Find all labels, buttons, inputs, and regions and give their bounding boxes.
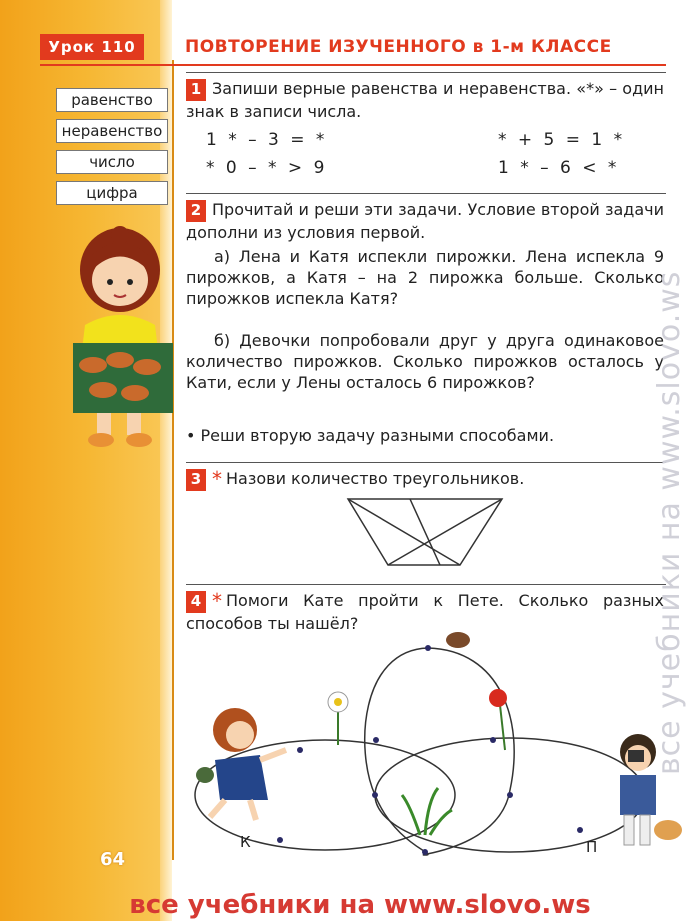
side-watermark: все учебники на www.slovo.ws: [652, 270, 687, 775]
triangles-figure: [340, 495, 510, 570]
task-number-badge: 4: [186, 591, 206, 613]
grass-icon: [402, 788, 452, 835]
header-rule: [40, 64, 666, 66]
section-rule: [186, 584, 666, 585]
margin-line: [172, 60, 174, 860]
section-rule: [186, 193, 666, 194]
girl-with-pies-illustration: [65, 225, 175, 460]
stone-icon: [446, 632, 470, 648]
vocab-list: [56, 88, 168, 212]
equation: * + 5 = 1 *: [498, 130, 626, 150]
katya-running-illustration: [190, 705, 290, 825]
task-1-text: Запиши верные равенства и неравенства. «*» – один знак в записи числа.: [186, 79, 664, 121]
vocab-word: равенство: [56, 88, 168, 112]
task-3-text: Назови количество треугольников.: [226, 469, 525, 488]
task-4-text: Помоги Кате пройти к Пете. Сколько разных способов ты нашёл?: [186, 591, 664, 633]
section-rule: [186, 462, 666, 463]
task-1: [186, 78, 664, 122]
lesson-badge: Урок 110: [40, 34, 144, 60]
task-3: [186, 468, 664, 491]
task-2: [186, 199, 664, 243]
task-number-badge: 3: [186, 469, 206, 491]
vocab-word: число: [56, 150, 168, 174]
star-icon: *: [212, 467, 222, 491]
task-4: [186, 590, 664, 634]
equation: 1 * – 6 < *: [498, 158, 620, 178]
bottom-watermark: все учебники на www.slovo.ws: [129, 890, 591, 920]
task-number-badge: 2: [186, 200, 206, 222]
task-number-badge: 1: [186, 79, 206, 101]
daisy-icon: [328, 692, 348, 745]
equation: 1 * – 3 = *: [206, 130, 328, 150]
start-label: К: [240, 833, 251, 851]
task-2b: б) Девочки попробовали друг у друга одинаковое количество пирожков. Сколько пирожков осталось у Кати, если у Лены осталось 6 пирожков?: [186, 331, 664, 392]
section-rule: [186, 72, 666, 73]
vocab-word: цифра: [56, 181, 168, 205]
bullet-icon: •: [186, 426, 196, 445]
task-2a: а) Лена и Катя испекли пирожки. Лена испекла 9 пирожков, а Катя – на 2 пирожка больше. Сколько пирожков испекла Катя?: [186, 247, 664, 308]
equation: * 0 – * > 9: [206, 158, 328, 178]
task-2-note: [186, 425, 664, 446]
task-2-note-text: Реши вторую задачу разными способами.: [200, 426, 555, 445]
page-number: 64: [100, 849, 126, 870]
task-2-text: Прочитай и реши эти задачи. Условие второй задачи дополни из условия первой.: [186, 200, 664, 242]
end-label: П: [586, 838, 598, 856]
star-icon: *: [212, 589, 222, 613]
page-title: ПОВТОРЕНИЕ ИЗУЧЕННОГО в 1-м КЛАССЕ: [185, 37, 612, 57]
vocab-word: неравенство: [56, 119, 168, 143]
